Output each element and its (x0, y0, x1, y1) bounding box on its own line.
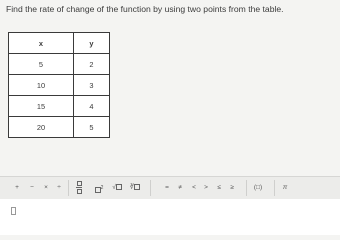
table-header-row (9, 33, 110, 54)
equals-button[interactable]: = (165, 184, 169, 191)
toolbar-divider (68, 180, 69, 196)
fraction-icon (76, 181, 82, 194)
table-row (9, 54, 110, 75)
not-equal-button[interactable]: ≠ (178, 184, 182, 191)
greater-than-button[interactable]: > (204, 184, 208, 191)
less-than-button[interactable]: < (192, 184, 196, 191)
cube-root-button[interactable] (127, 181, 143, 195)
table-cell-x: 10 (9, 75, 74, 96)
table-cell-y: 5 (73, 117, 109, 138)
column-header-x: x (9, 33, 74, 54)
answer-input[interactable] (0, 199, 340, 235)
table-cell-y: 2 (73, 54, 109, 75)
plus-button[interactable]: + (15, 184, 19, 191)
table-row (9, 96, 110, 117)
power-button[interactable] (93, 181, 105, 195)
fraction-button[interactable] (74, 181, 84, 195)
table-row (9, 75, 110, 96)
greater-equal-button[interactable]: ≥ (230, 184, 234, 191)
sqrt-button[interactable] (110, 181, 124, 195)
sqrt-icon: √ (112, 184, 116, 191)
parentheses-button[interactable]: (□) (253, 184, 263, 191)
divide-button[interactable]: ÷ (57, 184, 61, 191)
toolbar-divider (246, 180, 247, 196)
table-row (9, 117, 110, 138)
cube-root-icon: ∛ (129, 184, 135, 191)
input-placeholder-box (11, 207, 16, 215)
times-button[interactable]: × (44, 184, 48, 191)
minus-button[interactable]: − (30, 184, 34, 191)
column-header-y: y (73, 33, 109, 54)
toolbar-divider (150, 180, 151, 196)
table-cell-y: 3 (73, 75, 109, 96)
question-text: Find the rate of change of the function by using two points from the table. (6, 4, 284, 14)
toolbar-divider (274, 180, 275, 196)
table-cell-x: 15 (9, 96, 74, 117)
math-toolbar (0, 176, 340, 200)
table-cell-x: 20 (9, 117, 74, 138)
function-table (8, 32, 110, 138)
table-cell-y: 4 (73, 96, 109, 117)
table-cell-x: 5 (9, 54, 74, 75)
power-icon: 2 (95, 187, 104, 194)
pi-button[interactable]: π (282, 184, 288, 191)
less-equal-button[interactable]: ≤ (217, 184, 221, 191)
